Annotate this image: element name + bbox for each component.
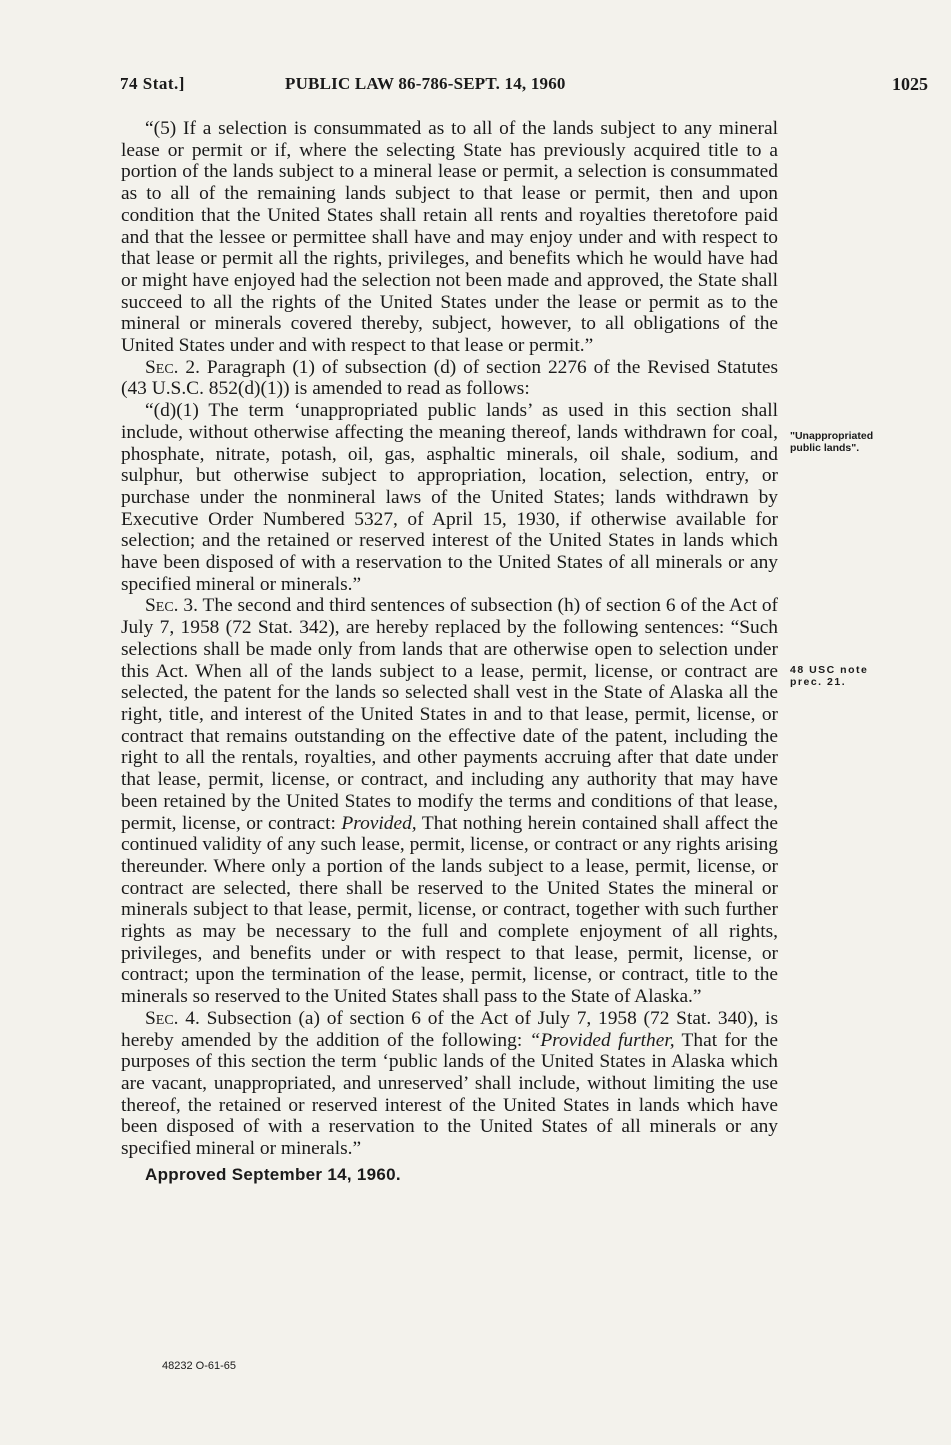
section-text: Paragraph (1) of subsection (d) of section 2276 of the Revised Statutes (43 U.S.C. 852(d)(1)) is amended to read as follows: — [121, 356, 778, 400]
paragraph-section-4 — [121, 1008, 778, 1160]
page-header — [120, 74, 928, 96]
page-title: PUBLIC LAW 86-786-SEPT. 14, 1960 — [285, 74, 566, 93]
section-text: The second and third sentences of subsection (h) of section 6 of the Act of July 7, 1958 (72 Stat. 342), are hereby replaced by the following sentences: “Such selections shall be made only from lands that are otherwise open to selection under this Act. When all of the lands subject to a lease, permit, license, or contract are selected, the patent for the lands so selected shall vest in the State of Alaska all the right, title, and interest of the United States in and to that lease, permit, license, or contract that remains outstanding on the effective date of the patent, including the right to all the rentals, royalties, and other payments accruing after that date under that lease, permit, license, or contract, and including any authority that may have been retained by the United States to modify the terms and conditions of that lease, permit, license, or contract: — [121, 595, 778, 834]
margin-note-line: public lands". — [790, 442, 860, 454]
paragraph-section-2 — [121, 357, 778, 400]
margin-note-unappropriated — [790, 430, 940, 454]
page-number: 1025 — [892, 74, 928, 94]
section-text-continued: That nothing herein contained shall affect the continued validity of any such lease, permit, license, or contract or any rights arising thereunder. Where only a portion of the lands subject to a lease, permit, license, or contract are selected, there shall be reserved to the United States the mineral or minerals subject to that lease, permit, license, or contract, together with such further rights as may be necessary to the full and complete enjoyment of all rights, privileges, and benefits under or with respect to that lease, permit, license, or contract; upon the termination of the lease, permit, license, or contract, title to the minerals so reserved to the United States shall pass to the State of Alaska.” — [121, 812, 778, 1008]
stat-reference: 74 Stat.] — [120, 74, 185, 93]
section-label: Sec. 4. — [145, 1007, 200, 1029]
section-label: Sec. 3. — [145, 595, 198, 617]
proviso-italic: “Provided further, — [529, 1029, 675, 1051]
proviso-italic: Provided, — [341, 812, 417, 834]
print-code: 48232 O-61-65 — [162, 1360, 236, 1372]
law-text — [121, 118, 778, 1185]
paragraph-subsection-5: “(5) If a selection is consummated as to all of the lands subject to any mineral lease or permit or if, where the selecting State has previously acquired title to a portion of the lands subject to a mineral lease or permit, a selection is consummated as to all of the remaining lands subject to that lease or permit, then and upon condition that the United States shall retain all rents and royalties theretofore paid and that the lessee or permittee shall have and may enjoy under and with respect to that lease or permit all the rights, privileges, and benefits which he would have had or might have enjoyed had the selection not been made and approved, the State shall succeed to all the rights of the United States under the lease or permit as to the mineral or minerals covered thereby, subject, however, to all obligations of the United States under and with respect to that lease or permit.” — [121, 118, 778, 357]
margin-note-line: prec. 21. — [790, 676, 847, 688]
paragraph-section-3 — [121, 595, 778, 1007]
section-label: Sec. 2. — [145, 356, 200, 378]
section-text: Subsection (a) of section 6 of the Act of July 7, 1958 (72 Stat. 340), is hereby amended by the addition of the following: — [121, 1007, 778, 1051]
margin-note-line: 48 USC note — [790, 664, 869, 676]
margin-note-line: "Unappropriated — [790, 430, 874, 442]
approval-date: Approved September 14, 1960. — [145, 1164, 401, 1184]
margin-note-usc — [790, 664, 940, 688]
section-text-continued: That for the purposes of this section the term ‘public lands of the United States in Alaska which are vacant, unappropriated, and unreserved’ shall include, without limiting the use thereof, the retained or reserved interest of the United States in lands which have been disposed of with a reservation to the United States of all minerals or any specified mineral or minerals.” — [121, 1029, 779, 1160]
paragraph-definition: “(d)(1) The term ‘unappropriated public lands’ as used in this section shall include, without otherwise affecting the meaning thereof, lands withdrawn for coal, phosphate, nitrate, potash, oil, gas, asphaltic minerals, oil shale, sodium, and sulphur, but otherwise subject to appropriation, location, selection, entry, or purchase under the nonmineral laws of the United States; lands withdrawn by Executive Order Numbered 5327, of April 15, 1930, if otherwise available for selection; and the retained or reserved interest of the United States in lands which have been disposed of with a reservation to the United States of all minerals or any specified mineral or minerals.” — [121, 400, 778, 595]
